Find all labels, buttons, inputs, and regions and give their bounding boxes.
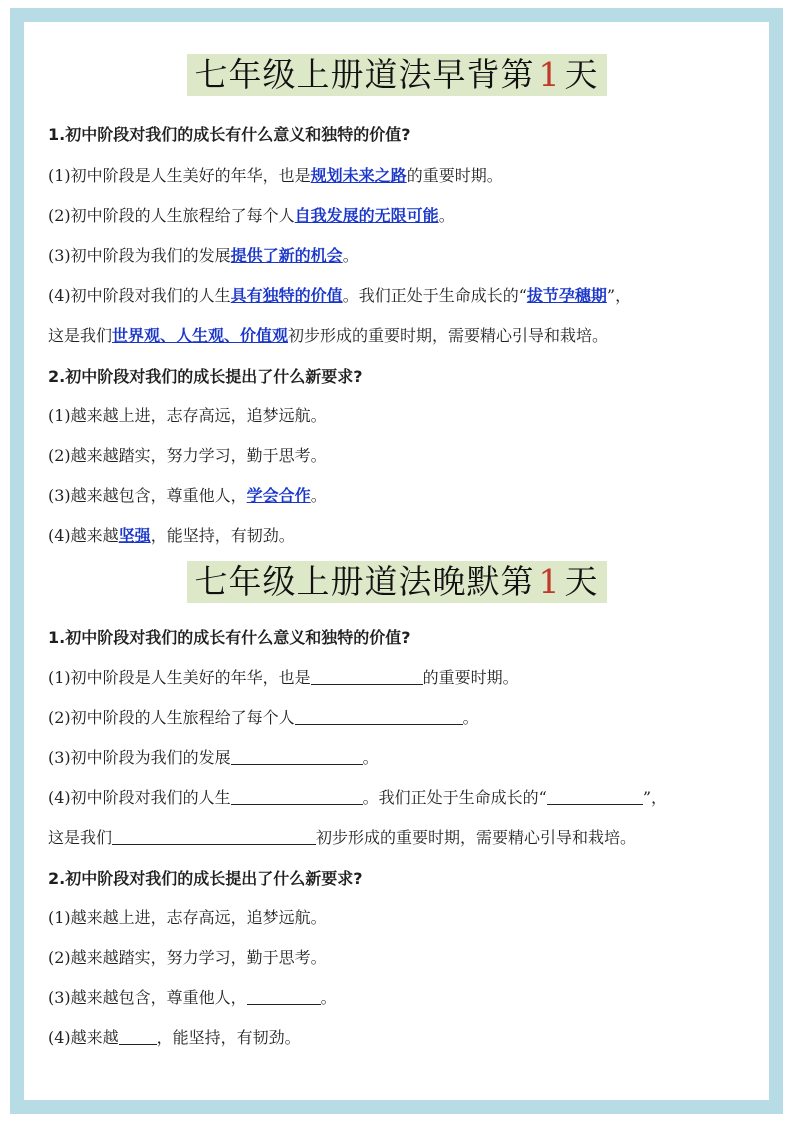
answer-text: 。 [310,486,327,505]
morning-answer-2-4 [48,525,758,547]
evening-question-1: 1.初中阶段对我们的成长有什么意义和独特的价值? [48,628,411,647]
evening-title [187,561,607,603]
fill-blank[interactable] [231,748,363,765]
answer-text: 。 [342,246,359,265]
answer-text: 。我们正处于生命成长的“ [362,788,547,807]
answer-text: 。 [362,748,379,767]
answer-text: 。我们正处于生命成长的“ [342,286,527,305]
answer-text: (2)初中阶段的人生旅程给了每个人 [48,206,295,225]
fill-blank[interactable] [112,828,316,845]
morning-title-text: 七年级上册道法早背第 [194,55,535,94]
morning-title-suffix: 天 [564,55,599,94]
answer-text: 初步形成的重要时期，需要精心引导和栽培。 [316,828,637,847]
evening-title-text: 七年级上册道法晚默第 [194,562,535,601]
answer-text: (3)初中阶段为我们的发展 [48,246,231,265]
evening-answer-2-1: (1)越来越上进，志存高远，追梦远航。 [48,908,327,927]
answer-text: (4)初中阶段对我们的人生 [48,286,231,305]
morning-answer-1-3 [48,245,758,267]
morning-question-2: 2.初中阶段对我们的成长提出了什么新要求? [48,367,363,386]
keyword: 世界观、人生观、价值观 [112,326,289,345]
evening-day-number: 1 [538,562,561,601]
evening-answer-2-4 [48,1027,758,1049]
fill-blank[interactable] [547,788,643,805]
answer-text: (3)初中阶段为我们的发展 [48,748,231,767]
evening-answer-1-3 [48,747,758,769]
fill-blank[interactable] [295,708,463,725]
answer-text: 。 [320,988,337,1007]
evening-answer-1-4 [48,787,758,809]
fill-blank[interactable] [311,668,423,685]
morning-answer-2-2: (2)越来越踏实，努力学习，勤于思考。 [48,446,327,465]
morning-answer-1-2 [48,205,758,227]
answer-text: (4)越来越 [48,1028,119,1047]
answer-text: (2)初中阶段的人生旅程给了每个人 [48,708,295,727]
answer-text: ”， [642,788,668,807]
answer-text: (4)初中阶段对我们的人生 [48,788,231,807]
evening-answer-1-4-cont [48,827,758,849]
answer-text: 的重要时期。 [406,166,503,185]
answer-text: (3)越来越包含，尊重他人， [48,988,247,1007]
evening-question-2: 2.初中阶段对我们的成长提出了什么新要求? [48,869,363,888]
answer-text: 。 [462,708,479,727]
answer-text: (4)越来越 [48,526,119,545]
keyword: 坚强 [118,526,151,545]
answer-text: ，能坚持，有韧劲。 [156,1028,301,1047]
morning-answer-1-1 [48,165,758,187]
fill-blank[interactable] [247,988,321,1005]
morning-question-1: 1.初中阶段对我们的成长有什么意义和独特的价值? [48,125,411,144]
evening-answer-1-1 [48,667,758,689]
keyword: 具有独特的价值 [230,286,343,305]
answer-text: 初步形成的重要时期，需要精心引导和栽培。 [288,326,609,345]
answer-text: 。 [438,206,455,225]
evening-answer-2-3 [48,987,758,1009]
morning-title-wrap [0,54,793,96]
evening-answer-2-2: (2)越来越踏实，努力学习，勤于思考。 [48,948,327,967]
answer-text: (1)初中阶段是人生美好的年华，也是 [48,166,311,185]
morning-answer-1-4 [48,285,758,307]
fill-blank[interactable] [231,788,363,805]
morning-answer-2-1: (1)越来越上进，志存高远，追梦远航。 [48,406,327,425]
answer-text: 这是我们 [48,326,113,345]
morning-title [187,54,607,96]
keyword: 自我发展的无限可能 [294,206,439,225]
morning-day-number: 1 [538,55,561,94]
keyword: 规划未来之路 [310,166,407,185]
keyword: 提供了新的机会 [230,246,343,265]
evening-title-suffix: 天 [564,562,599,601]
answer-text: (3)越来越包含，尊重他人， [48,486,247,505]
keyword: 学会合作 [246,486,311,505]
answer-text: 的重要时期。 [422,668,519,687]
morning-answer-1-4-cont [48,325,758,347]
answer-text: ”， [606,286,632,305]
fill-blank[interactable] [119,1028,157,1045]
answer-text: (1)初中阶段是人生美好的年华，也是 [48,668,311,687]
keyword: 拔节孕穗期 [526,286,607,305]
answer-text: 这是我们 [48,828,113,847]
answer-text: ，能坚持，有韧劲。 [150,526,295,545]
morning-answer-2-3 [48,485,758,507]
evening-answer-1-2 [48,707,758,729]
evening-title-wrap [0,561,793,603]
